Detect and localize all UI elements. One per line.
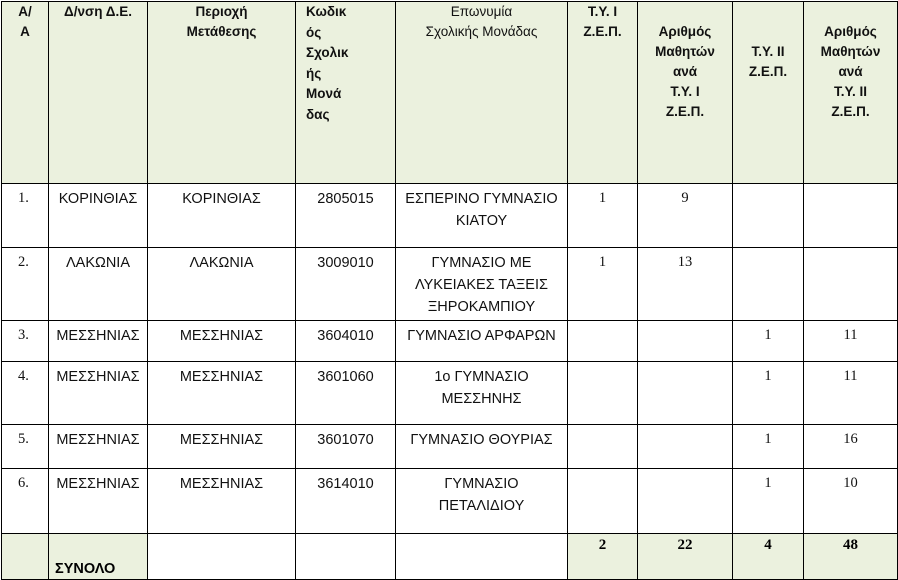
cell-ty1: 1 [568, 184, 638, 248]
cell-aa: 6. [2, 469, 49, 534]
header-kodikos: Κωδικ ός Σχολικ ής Μονά δας [296, 2, 396, 184]
header-ty2: Τ.Υ. ΙΙ Ζ.Ε.Π. [733, 2, 804, 184]
cell-dnsh: ΜΕΣΣΗΝΙΑΣ [49, 425, 148, 469]
header-aa: Α/ Α [2, 2, 49, 184]
cell-perioxi: ΜΕΣΣΗΝΙΑΣ [148, 321, 296, 362]
cell-aa: 2. [2, 248, 49, 321]
cell-mathites2: 11 [804, 362, 898, 425]
cell-aa: 4. [2, 362, 49, 425]
header-row [2, 2, 898, 184]
cell-perioxi: ΜΕΣΣΗΝΙΑΣ [148, 425, 296, 469]
cell-ty1: 1 [568, 248, 638, 321]
cell-perioxi: ΜΕΣΣΗΝΙΑΣ [148, 469, 296, 534]
cell-ty2: 1 [733, 469, 804, 534]
header-ty1: Τ.Υ. Ι Ζ.Ε.Π. [568, 2, 638, 184]
table-row [2, 248, 898, 321]
cell-ty1 [568, 321, 638, 362]
cell-eponymia: 1ο ΓΥΜΝΑΣΙΟ ΜΕΣΣΗΝΗΣ [396, 362, 568, 425]
header-mathites1: Αριθμός Μαθητών ανά Τ.Υ. Ι Ζ.Ε.Π. [638, 2, 733, 184]
cell-kodikos: 2805015 [296, 184, 396, 248]
totals-empty-cell [396, 534, 568, 580]
cell-mathites1 [638, 425, 733, 469]
cell-dnsh: ΜΕΣΣΗΝΙΑΣ [49, 469, 148, 534]
cell-aa: 3. [2, 321, 49, 362]
cell-eponymia: ΓΥΜΝΑΣΙΟ ΑΡΦΑΡΩΝ [396, 321, 568, 362]
cell-mathites2: 16 [804, 425, 898, 469]
cell-mathites1: 13 [638, 248, 733, 321]
cell-kodikos: 3009010 [296, 248, 396, 321]
school-units-table [1, 1, 898, 580]
cell-mathites1: 9 [638, 184, 733, 248]
header-mathites2: Αριθμός Μαθητών ανά Τ.Υ. ΙΙ Ζ.Ε.Π. [804, 2, 898, 184]
cell-aa: 1. [2, 184, 49, 248]
header-perioxi: Περιοχή Μετάθεσης [148, 2, 296, 184]
cell-dnsh: ΚΟΡΙΝΘΙΑΣ [49, 184, 148, 248]
cell-dnsh: ΜΕΣΣΗΝΙΑΣ [49, 321, 148, 362]
cell-aa: 5. [2, 425, 49, 469]
cell-ty2: 1 [733, 425, 804, 469]
cell-mathites1 [638, 321, 733, 362]
cell-perioxi: ΜΕΣΣΗΝΙΑΣ [148, 362, 296, 425]
totals-empty-cell [296, 534, 396, 580]
cell-ty2: 1 [733, 321, 804, 362]
cell-mathites2: 10 [804, 469, 898, 534]
cell-ty1 [568, 469, 638, 534]
cell-dnsh: ΜΕΣΣΗΝΙΑΣ [49, 362, 148, 425]
cell-eponymia: ΕΣΠΕΡΙΝΟ ΓΥΜΝΑΣΙΟ ΚΙΑΤΟΥ [396, 184, 568, 248]
table-row [2, 362, 898, 425]
cell-mathites1 [638, 469, 733, 534]
total-ty2: 4 [733, 534, 804, 580]
table-row [2, 184, 898, 248]
totals-empty-cell [148, 534, 296, 580]
cell-dnsh: ΛΑΚΩΝΙΑ [49, 248, 148, 321]
cell-mathites2: 11 [804, 321, 898, 362]
cell-ty1 [568, 362, 638, 425]
table-row [2, 469, 898, 534]
header-eponymia: Επωνυμία Σχολικής Μονάδας [396, 2, 568, 184]
cell-ty2 [733, 184, 804, 248]
cell-perioxi: ΚΟΡΙΝΘΙΑΣ [148, 184, 296, 248]
cell-perioxi: ΛΑΚΩΝΙΑ [148, 248, 296, 321]
cell-mathites2 [804, 248, 898, 321]
cell-ty2: 1 [733, 362, 804, 425]
header-dnsh: Δ/νση Δ.Ε. [49, 2, 148, 184]
cell-ty2 [733, 248, 804, 321]
cell-mathites2 [804, 184, 898, 248]
total-ty1: 2 [568, 534, 638, 580]
cell-eponymia: ΓΥΜΝΑΣΙΟ ΠΕΤΑΛΙΔΙΟΥ [396, 469, 568, 534]
cell-eponymia: ΓΥΜΝΑΣΙΟ ΘΟΥΡΙΑΣ [396, 425, 568, 469]
totals-label: ΣΥΝΟΛΟ [49, 534, 148, 580]
table-row [2, 425, 898, 469]
totals-empty-cell [2, 534, 49, 580]
cell-kodikos: 3601070 [296, 425, 396, 469]
cell-kodikos: 3614010 [296, 469, 396, 534]
cell-eponymia: ΓΥΜΝΑΣΙΟ ΜΕ ΛΥΚΕΙΑΚΕΣ ΤΑΞΕΙΣ ΞΗΡΟΚΑΜΠΙΟΥ [396, 248, 568, 321]
total-mathites2: 48 [804, 534, 898, 580]
cell-kodikos: 3604010 [296, 321, 396, 362]
total-mathites1: 22 [638, 534, 733, 580]
cell-ty1 [568, 425, 638, 469]
table-row [2, 321, 898, 362]
totals-row [2, 534, 898, 580]
cell-mathites1 [638, 362, 733, 425]
cell-kodikos: 3601060 [296, 362, 396, 425]
